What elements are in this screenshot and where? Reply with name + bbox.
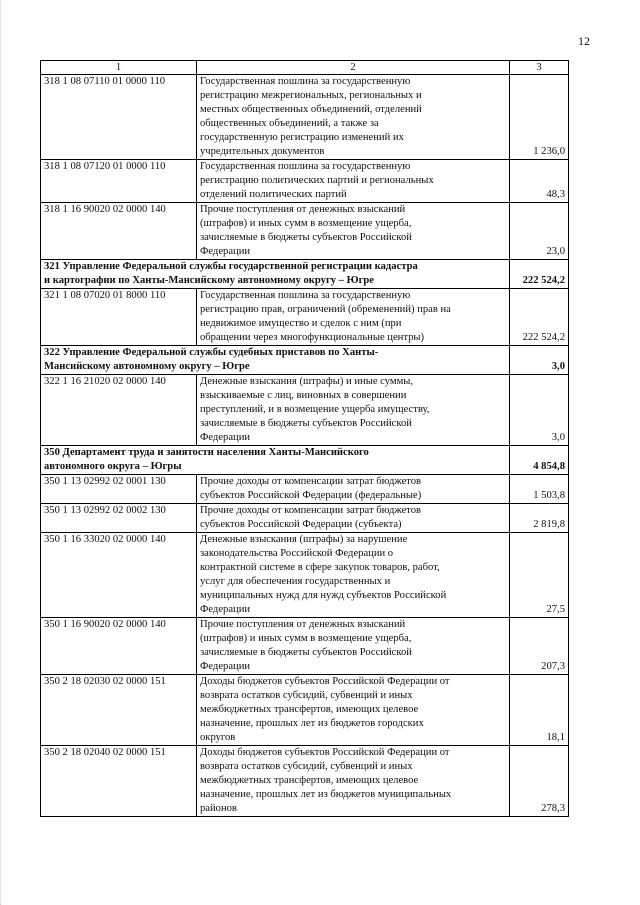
text-line: межбюджетных трансфертов, имеющих целевое bbox=[200, 704, 419, 715]
amount-value: 1 503,8 bbox=[510, 475, 569, 504]
table-row bbox=[41, 475, 569, 504]
text-line: Государственная пошлина за государственную bbox=[200, 290, 411, 301]
table-row bbox=[41, 746, 569, 817]
revenue-description bbox=[197, 746, 510, 817]
text-line: Федерации bbox=[200, 432, 251, 443]
table-row bbox=[41, 160, 569, 203]
budget-code: 321 1 08 07020 01 8000 110 bbox=[41, 289, 197, 346]
text-line: муниципальных нужд для нужд субъектов Российской bbox=[200, 590, 447, 601]
text-line: (штрафов) и иных сумм в возмещение ущерба, bbox=[200, 633, 412, 644]
section-total: 222 524,2 bbox=[510, 260, 569, 289]
budget-code: 318 1 08 07120 01 0000 110 bbox=[41, 160, 197, 203]
revenue-description bbox=[197, 289, 510, 346]
text-line: субъектов Российской Федерации (субъекта) bbox=[200, 519, 402, 530]
text-line: Государственная пошлина за государственную bbox=[200, 161, 411, 172]
text-line: Государственная пошлина за государственную bbox=[200, 76, 411, 87]
budget-code: 322 1 16 21020 02 0000 140 bbox=[41, 375, 197, 446]
text-line: (штрафов) и иных сумм в возмещение ущерба, bbox=[200, 218, 412, 229]
text-line: регистрацию межрегиональных, региональных и bbox=[200, 90, 422, 101]
text-line: зачисляемые в бюджеты субъектов Российской bbox=[200, 232, 412, 243]
text-line: Мансийскому автономному округу – Югре bbox=[44, 361, 250, 372]
budget-code: 350 1 13 02992 02 0001 130 bbox=[41, 475, 197, 504]
text-line: Прочие поступления от денежных взысканий bbox=[200, 204, 406, 215]
amount-value: 27,5 bbox=[510, 533, 569, 618]
revenue-table bbox=[40, 60, 569, 817]
table-row bbox=[41, 75, 569, 160]
amount-value: 3,0 bbox=[510, 375, 569, 446]
text-line: контрактной системе в сфере закупок товаров, работ, bbox=[200, 562, 440, 573]
text-line: и картографии по Ханты-Мансийскому автономному округу – Югре bbox=[44, 275, 374, 286]
budget-code: 350 2 18 02040 02 0000 151 bbox=[41, 746, 197, 817]
text-line: субъектов Российской Федерации (федеральные) bbox=[200, 490, 422, 501]
text-line: Денежные взыскания (штрафы) за нарушение bbox=[200, 534, 408, 545]
budget-code: 350 1 16 33020 02 0000 140 bbox=[41, 533, 197, 618]
text-line: 322 Управление Федеральной службы судебных приставов по Ханты- bbox=[44, 347, 379, 358]
revenue-description bbox=[197, 475, 510, 504]
column-header-3: 3 bbox=[510, 61, 569, 75]
revenue-description bbox=[197, 375, 510, 446]
table-row bbox=[41, 675, 569, 746]
revenue-description bbox=[197, 160, 510, 203]
revenue-description bbox=[197, 203, 510, 260]
section-row bbox=[41, 446, 569, 475]
text-line: отделений политических партий bbox=[200, 189, 347, 200]
amount-value: 1 236,0 bbox=[510, 75, 569, 160]
budget-code: 350 1 13 02992 02 0002 130 bbox=[41, 504, 197, 533]
amount-value: 207,3 bbox=[510, 618, 569, 675]
column-number-row bbox=[41, 61, 569, 75]
text-line: учредительных документов bbox=[200, 146, 325, 157]
section-row bbox=[41, 260, 569, 289]
amount-value: 23,0 bbox=[510, 203, 569, 260]
page-number: 12 bbox=[578, 34, 590, 48]
text-line: государственную регистрацию изменений их bbox=[200, 132, 404, 143]
text-line: зачисляемые в бюджеты субъектов Российской bbox=[200, 647, 412, 658]
amount-value: 18,1 bbox=[510, 675, 569, 746]
section-total: 3,0 bbox=[510, 346, 569, 375]
text-line: взыскиваемые с лиц, виновных в совершении bbox=[200, 390, 407, 401]
budget-code: 350 1 16 90020 02 0000 140 bbox=[41, 618, 197, 675]
budget-code: 318 1 08 07110 01 0000 110 bbox=[41, 75, 197, 160]
text-line: зачисляемые в бюджеты субъектов Российской bbox=[200, 418, 412, 429]
text-line: местных общественных объединений, отделений bbox=[200, 104, 422, 115]
text-line: Федерации bbox=[200, 661, 251, 672]
column-header-2: 2 bbox=[197, 61, 510, 75]
text-line: услуг для обеспечения государственных и bbox=[200, 576, 391, 587]
column-header-1: 1 bbox=[41, 61, 197, 75]
text-line: Федерации bbox=[200, 604, 251, 615]
table-row bbox=[41, 504, 569, 533]
text-line: общественных объединений, а также за bbox=[200, 118, 379, 129]
text-line: регистрацию прав, ограничений (обременений) прав на bbox=[200, 304, 451, 315]
text-line: Федерации bbox=[200, 246, 251, 257]
text-line: автономного округа – Югры bbox=[44, 461, 182, 472]
text-line: Доходы бюджетов субъектов Российской Федерации от bbox=[200, 676, 450, 687]
table-body bbox=[41, 75, 569, 817]
section-title bbox=[41, 446, 510, 475]
budget-code: 318 1 16 90020 02 0000 140 bbox=[41, 203, 197, 260]
text-line: обращении через многофункциональные центры) bbox=[200, 332, 425, 343]
text-line: преступлений, и в возмещение ущерба имуществу, bbox=[200, 404, 430, 415]
table-row bbox=[41, 375, 569, 446]
text-line: назначение, прошлых лет из бюджетов городских bbox=[200, 718, 424, 729]
table-row bbox=[41, 533, 569, 618]
text-line: Денежные взыскания (штрафы) и иные суммы, bbox=[200, 376, 414, 387]
revenue-description bbox=[197, 75, 510, 160]
text-line: возврата остатков субсидий, субвенций и иных bbox=[200, 761, 413, 772]
text-line: 321 Управление Федеральной службы государственной регистрации кадастра bbox=[44, 261, 418, 272]
section-row bbox=[41, 346, 569, 375]
text-line: районов bbox=[200, 803, 237, 814]
text-line: регистрацию политических партий и региональных bbox=[200, 175, 434, 186]
amount-value: 2 819,8 bbox=[510, 504, 569, 533]
text-line: Прочие доходы от компенсации затрат бюджетов bbox=[200, 505, 422, 516]
scan-edge-marks bbox=[0, 0, 3, 905]
table-row bbox=[41, 289, 569, 346]
revenue-description bbox=[197, 504, 510, 533]
text-line: округов bbox=[200, 732, 236, 743]
text-line: Прочие поступления от денежных взысканий bbox=[200, 619, 406, 630]
text-line: недвижимое имущество и сделок с ним (при bbox=[200, 318, 402, 329]
table-row bbox=[41, 203, 569, 260]
text-line: 350 Департамент труда и занятости населения Ханты-Мансийского bbox=[44, 447, 369, 458]
text-line: законодательства Российской Федерации о bbox=[200, 548, 394, 559]
revenue-description bbox=[197, 618, 510, 675]
amount-value: 48,3 bbox=[510, 160, 569, 203]
text-line: Доходы бюджетов субъектов Российской Федерации от bbox=[200, 747, 450, 758]
budget-code: 350 2 18 02030 02 0000 151 bbox=[41, 675, 197, 746]
amount-value: 222 524,2 bbox=[510, 289, 569, 346]
amount-value: 278,3 bbox=[510, 746, 569, 817]
section-total: 4 854,8 bbox=[510, 446, 569, 475]
revenue-description bbox=[197, 533, 510, 618]
table-row bbox=[41, 618, 569, 675]
section-title bbox=[41, 260, 510, 289]
section-title bbox=[41, 346, 510, 375]
text-line: межбюджетных трансфертов, имеющих целевое bbox=[200, 775, 419, 786]
text-line: Прочие доходы от компенсации затрат бюджетов bbox=[200, 476, 422, 487]
text-line: возврата остатков субсидий, субвенций и иных bbox=[200, 690, 413, 701]
text-line: назначение, прошлых лет из бюджетов муниципальных bbox=[200, 789, 452, 800]
revenue-description bbox=[197, 675, 510, 746]
